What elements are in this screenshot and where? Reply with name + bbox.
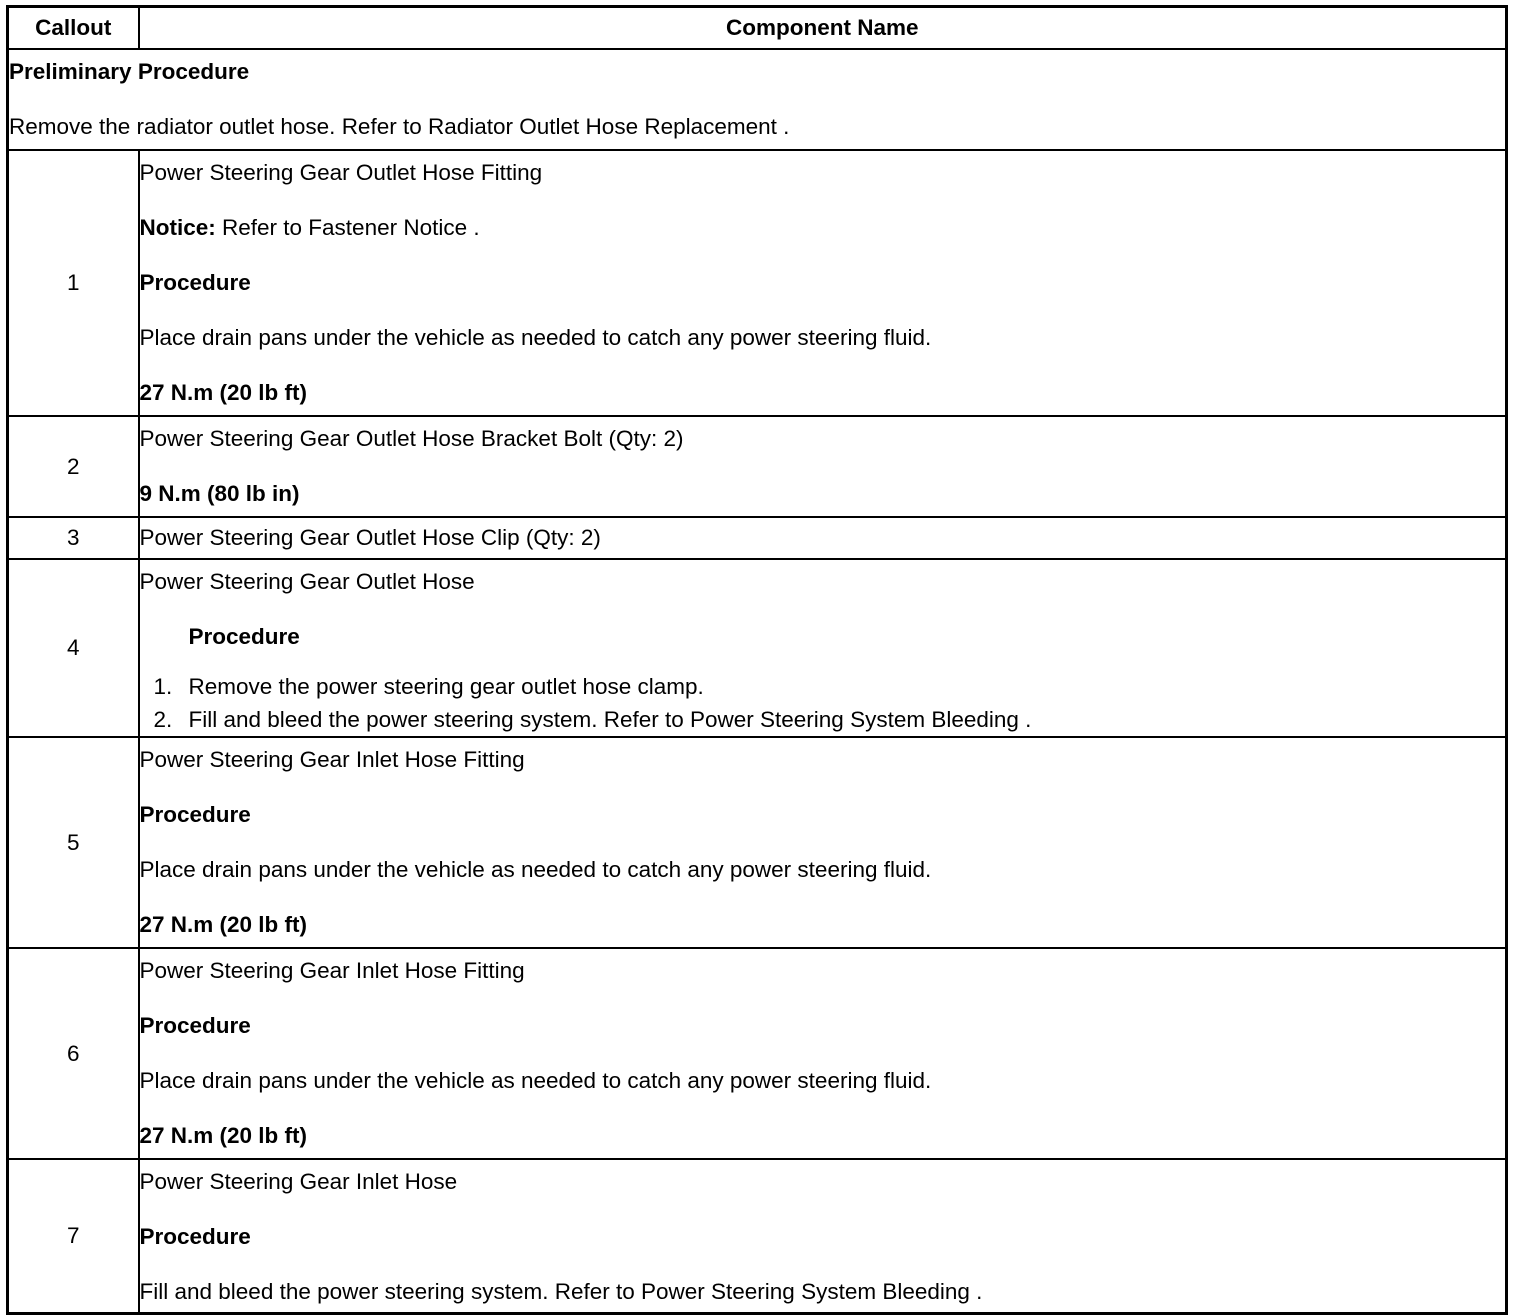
callout-number: 6: [8, 948, 139, 1159]
preliminary-cell: [8, 49, 1507, 150]
procedure-text: Place drain pans under the vehicle as needed to catch any power steering fluid.: [139, 1068, 932, 1093]
step-text: Fill and bleed the power steering system. Refer to Power Steering System Bleeding .: [188, 707, 1032, 732]
list-item: [140, 703, 1506, 736]
component-name: Power Steering Gear Outlet Hose Clip (Qty: 2): [139, 525, 601, 550]
table-row: [8, 948, 1507, 1159]
list-item: [140, 670, 1506, 703]
torque-spec: 27 N.m (20 lb ft): [139, 380, 308, 405]
step-number: 2.: [153, 707, 173, 732]
callout-number: 1: [8, 150, 139, 416]
component-cell: [139, 416, 1507, 517]
table-row: [8, 150, 1507, 416]
procedure-text: Place drain pans under the vehicle as needed to catch any power steering fluid.: [139, 325, 932, 350]
component-cell: [139, 737, 1507, 948]
component-cell: [139, 517, 1507, 559]
notice-text: Refer to Fastener Notice .: [215, 215, 480, 240]
preliminary-row: [8, 49, 1507, 150]
component-name: Power Steering Gear Inlet Hose Fitting: [139, 747, 525, 772]
notice-line: [140, 206, 1506, 261]
component-cell: [139, 559, 1507, 737]
notice-label: Notice:: [139, 215, 216, 240]
component-name: Power Steering Gear Outlet Hose: [139, 569, 475, 594]
preliminary-title: Preliminary Procedure: [9, 59, 250, 84]
header-callout: Callout: [8, 7, 139, 50]
table-row: [8, 559, 1507, 737]
table-row: [8, 737, 1507, 948]
component-name: Power Steering Gear Outlet Hose Bracket Bolt (Qty: 2): [139, 426, 684, 451]
step-text: Remove the power steering gear outlet hose clamp.: [188, 674, 704, 699]
torque-spec: 27 N.m (20 lb ft): [139, 912, 308, 937]
procedure-label: Procedure: [139, 1013, 251, 1038]
component-cell: [139, 1159, 1507, 1314]
component-name: Power Steering Gear Outlet Hose Fitting: [139, 160, 543, 185]
procedure-label: Procedure: [139, 802, 251, 827]
header-component-name: Component Name: [139, 7, 1507, 50]
torque-spec: 9 N.m (80 lb in): [139, 481, 300, 506]
procedure-label: Procedure: [188, 624, 300, 649]
callout-number: 2: [8, 416, 139, 517]
procedure-label: Procedure: [139, 270, 251, 295]
component-name: Power Steering Gear Inlet Hose: [139, 1169, 458, 1194]
table-row: [8, 1159, 1507, 1314]
component-name: Power Steering Gear Inlet Hose Fitting: [139, 958, 525, 983]
callout-number: 3: [8, 517, 139, 559]
table-row: [8, 416, 1507, 517]
torque-spec: 27 N.m (20 lb ft): [139, 1123, 308, 1148]
procedure-table: [6, 5, 1508, 1315]
table-header-row: [8, 7, 1507, 50]
callout-number: 4: [8, 559, 139, 737]
procedure-text: Place drain pans under the vehicle as needed to catch any power steering fluid.: [139, 857, 932, 882]
component-cell: [139, 150, 1507, 416]
procedure-text: Fill and bleed the power steering system. Refer to Power Steering System Bleeding .: [139, 1279, 983, 1304]
procedure-label: Procedure: [139, 1224, 251, 1249]
callout-number: 5: [8, 737, 139, 948]
callout-number: 7: [8, 1159, 139, 1314]
step-number: 1.: [153, 674, 173, 699]
table-row: [8, 517, 1507, 559]
preliminary-text: Remove the radiator outlet hose. Refer to Radiator Outlet Hose Replacement .: [9, 114, 790, 139]
component-cell: [139, 948, 1507, 1159]
